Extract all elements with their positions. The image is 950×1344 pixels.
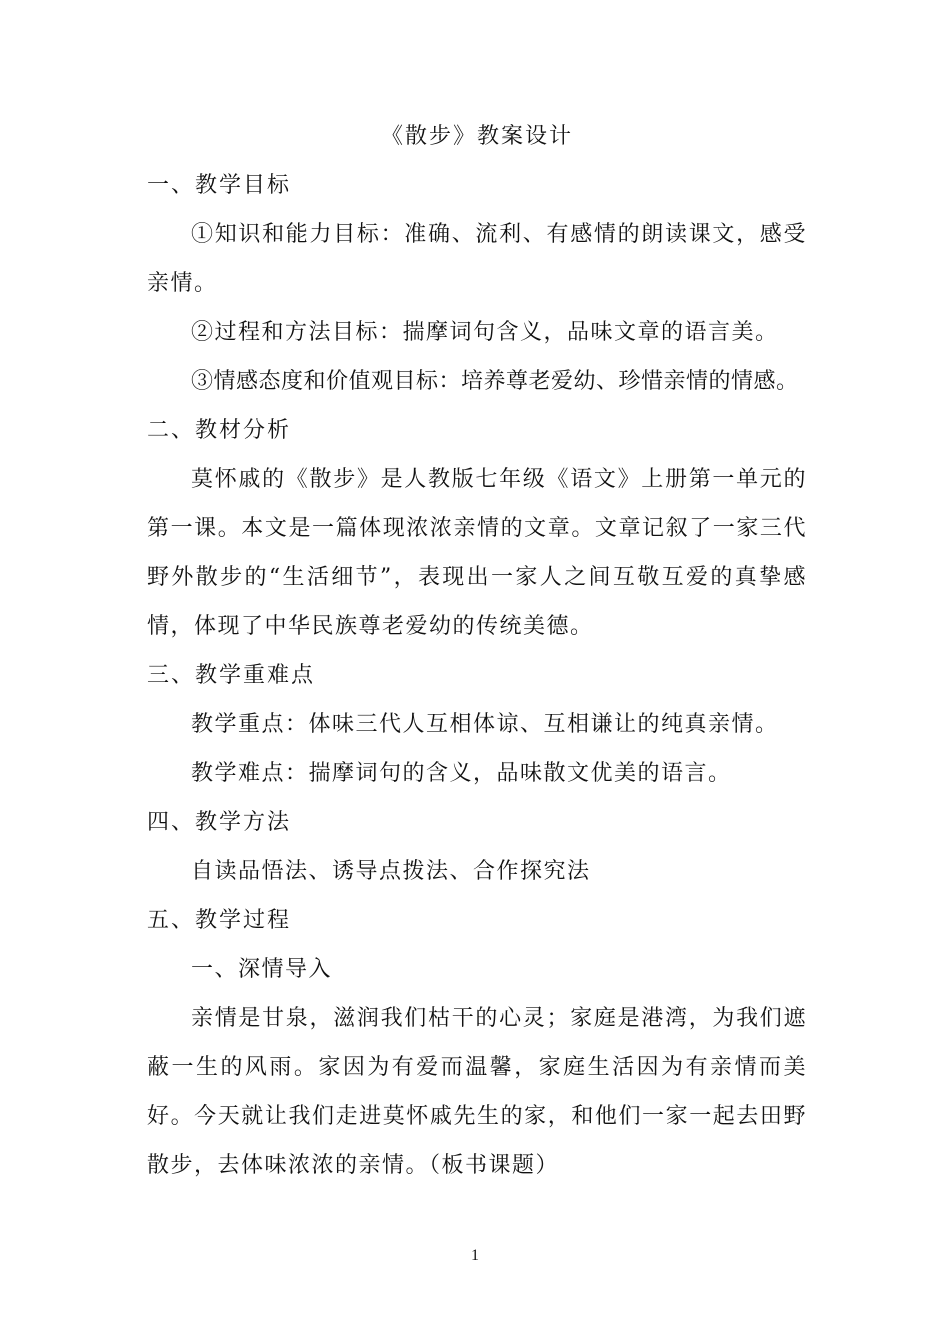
document-title: 《散步》教案设计 [380, 124, 573, 149]
introduction-paragraph: 亲情是甘泉，滋润我们枯干的心灵；家庭是港湾，为我们遮蔽一生的风雨。家因为有爱而温馨，家庭生活因为有亲情而美好。今天就让我们走进莫怀戚先生的家，和他们一家一起去田野散步，去体味浓浓的亲情。（板书课题） [147, 1006, 807, 1178]
section-heading-analysis: 二、教材分析 [147, 418, 292, 443]
key-point: 教学重点：体味三代人互相体谅、互相谦让的纯真亲情。 [191, 712, 779, 737]
section-heading-key-points: 三、教学重难点 [147, 663, 316, 688]
analysis-paragraph: 莫怀戚的《散步》是人教版七年级《语文》上册第一单元的第一课。本文是一篇体现浓浓亲情的文章。文章记叙了一家三代野外散步的“生活细节”，表现出一家人之间互敬互爱的真挚感情，体现了中华民族尊老爱幼的传统美德。 [147, 467, 807, 639]
objective-process: ②过程和方法目标：揣摩词句含义，品味文章的语言美。 [191, 320, 779, 345]
section-heading-methods: 四、教学方法 [147, 810, 292, 835]
section-heading-objectives: 一、教学目标 [147, 173, 292, 198]
objective-knowledge: ①知识和能力目标：准确、流利、有感情的朗读课文，感受亲情。 [147, 222, 807, 296]
document-content [147, 112, 807, 1190]
page-number: 1 [471, 1247, 479, 1264]
objective-emotion: ③情感态度和价值观目标：培养尊老爱幼、珍惜亲情的情感。 [191, 369, 799, 394]
methods-text: 自读品悟法、诱导点拨法、合作探究法 [191, 859, 591, 884]
difficulty-point: 教学难点：揣摩词句的含义，品味散文优美的语言。 [191, 761, 732, 786]
process-sub-heading: 一、深情导入 [191, 957, 333, 982]
section-heading-process: 五、教学过程 [147, 908, 292, 933]
